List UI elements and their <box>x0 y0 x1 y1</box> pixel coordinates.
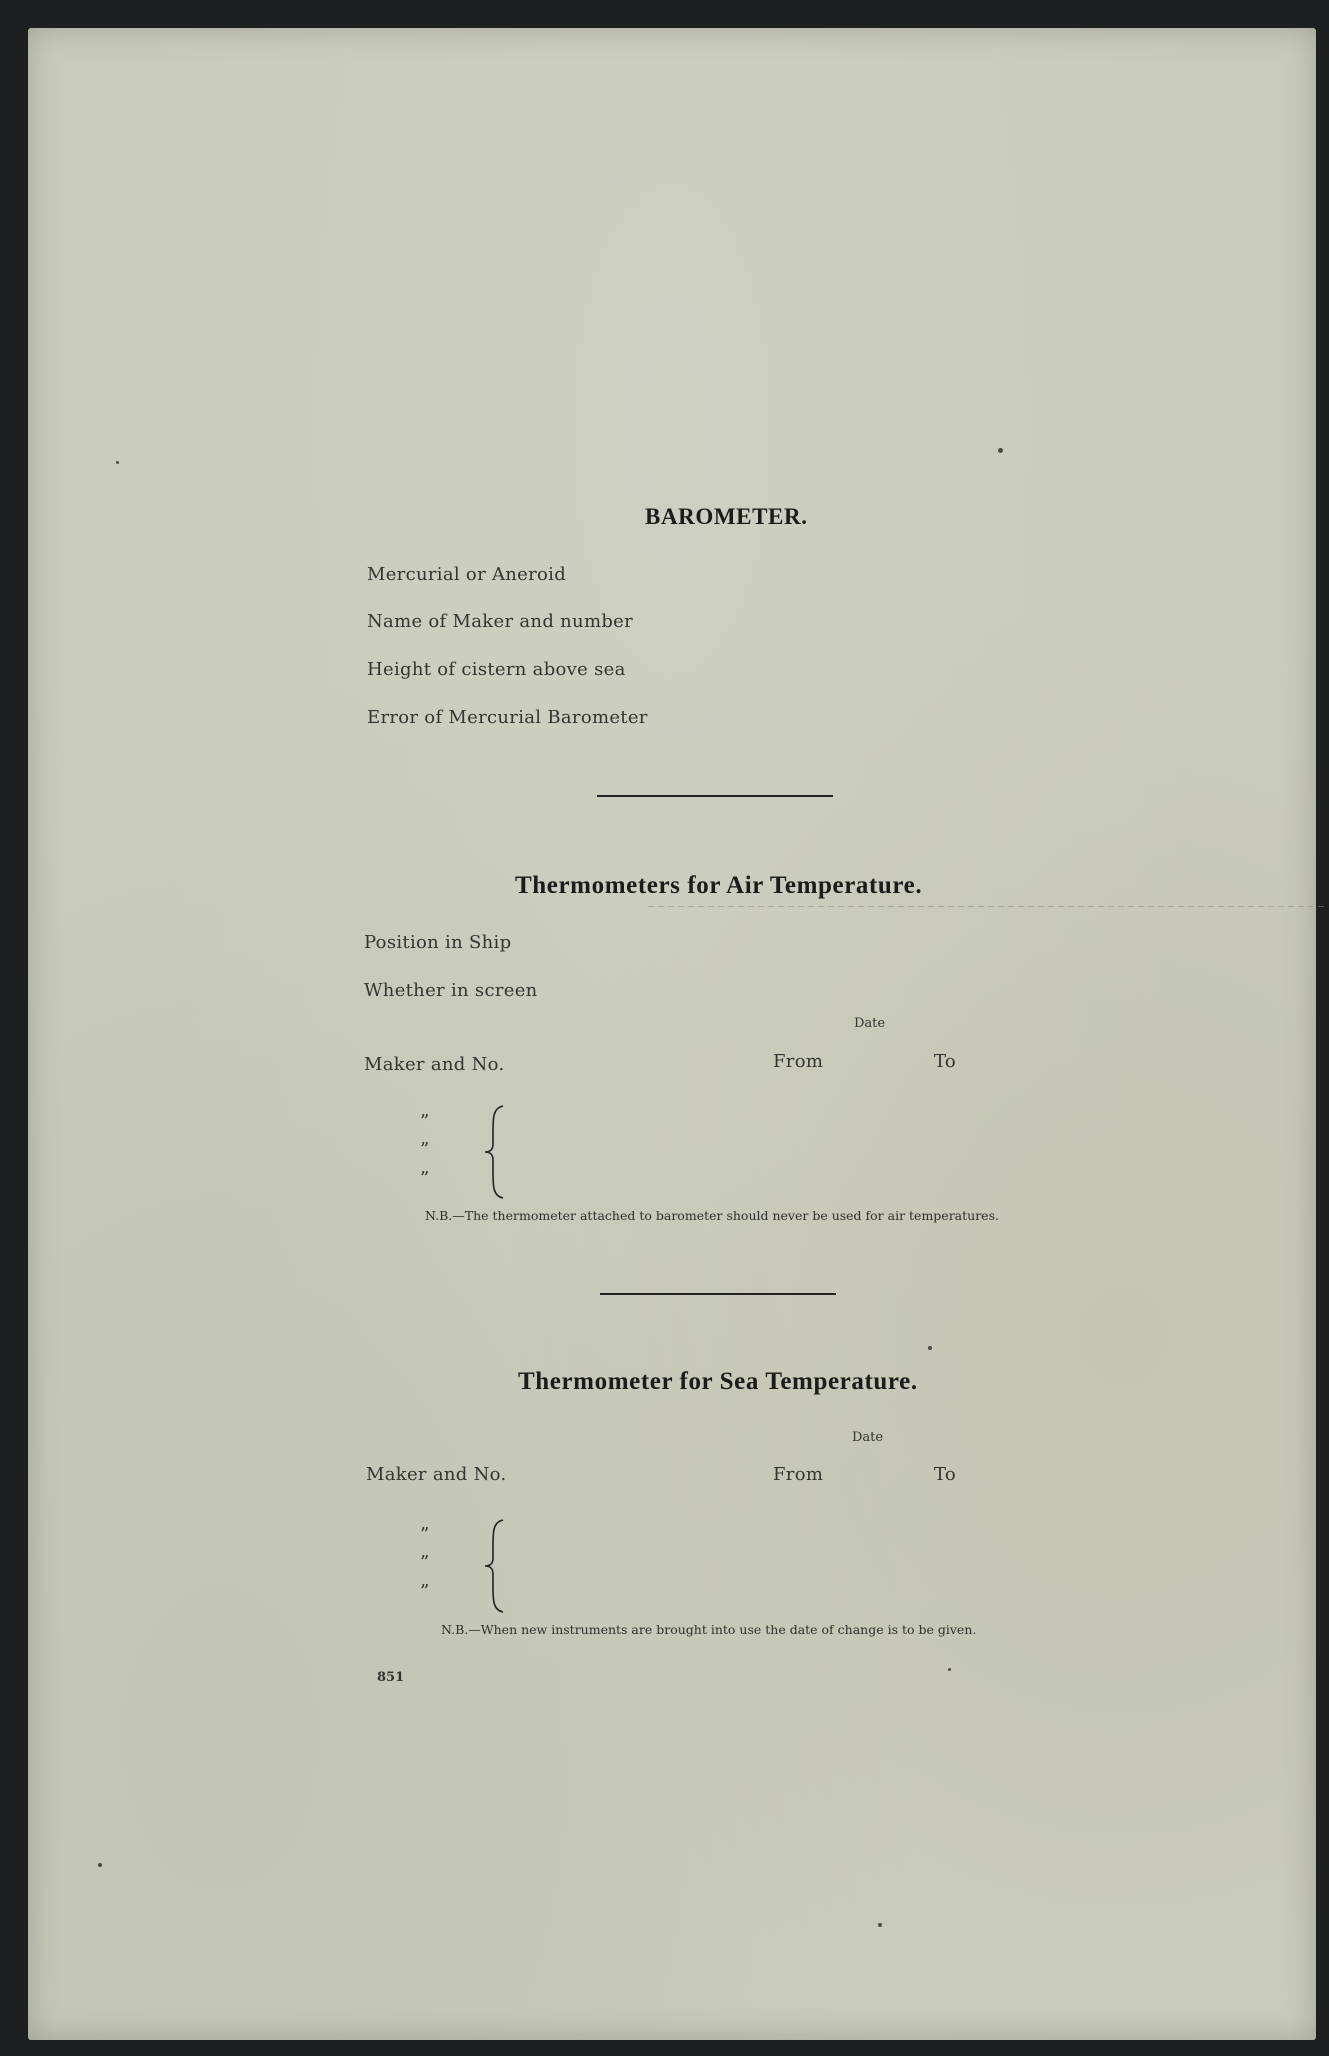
sea-to-label: To <box>934 1464 957 1485</box>
barometer-field-maker: Name of Maker and number <box>367 611 633 632</box>
paper-speck <box>948 1668 951 1671</box>
barometer-field-type: Mercurial or Aneroid <box>367 564 567 585</box>
air-brace <box>483 1104 509 1200</box>
barometer-field-error: Error of Mercurial Barometer <box>367 707 648 728</box>
sea-note: N.B.—When new instruments are brought into use the date of change is to be given. <box>441 1622 977 1637</box>
air-note: N.B.—The thermometer attached to barometer should never be used for air temperatures. <box>425 1208 999 1223</box>
sea-ditto-3: ” <box>420 1581 430 1602</box>
air-from-label: From <box>773 1051 824 1072</box>
air-ditto-1: ” <box>420 1111 430 1132</box>
paper-speck <box>998 448 1003 453</box>
sea-ditto-1: ” <box>420 1524 430 1545</box>
sea-maker-label: Maker and No. <box>366 1464 507 1485</box>
section-divider <box>597 795 833 797</box>
air-screen-label: Whether in screen <box>364 980 538 1001</box>
sea-brace <box>483 1518 509 1614</box>
sea-ditto-2: ” <box>420 1552 430 1573</box>
air-date-label: Date <box>854 1016 886 1031</box>
air-position-label: Position in Ship <box>364 932 512 953</box>
form-sheet <box>28 28 1316 2040</box>
section-divider <box>600 1293 836 1295</box>
sea-date-label: Date <box>852 1430 884 1445</box>
paper-speck <box>116 461 119 464</box>
air-to-label: To <box>934 1051 957 1072</box>
sea-from-label: From <box>773 1464 824 1485</box>
sea-title: Thermometer for Sea Temperature. <box>518 1368 918 1395</box>
barometer-title: BAROMETER. <box>645 504 808 529</box>
air-maker-label: Maker and No. <box>364 1054 505 1075</box>
paper-speck <box>878 1923 882 1927</box>
paper-speck <box>928 1346 932 1350</box>
air-title: Thermometers for Air Temperature. <box>515 872 923 899</box>
barometer-field-height: Height of cistern above sea <box>367 659 626 680</box>
air-ditto-3: ” <box>420 1168 430 1189</box>
form-number: 851 <box>377 1670 405 1685</box>
fold-crease <box>648 906 1328 907</box>
paper-speck <box>98 1863 102 1867</box>
air-ditto-2: ” <box>420 1139 430 1160</box>
